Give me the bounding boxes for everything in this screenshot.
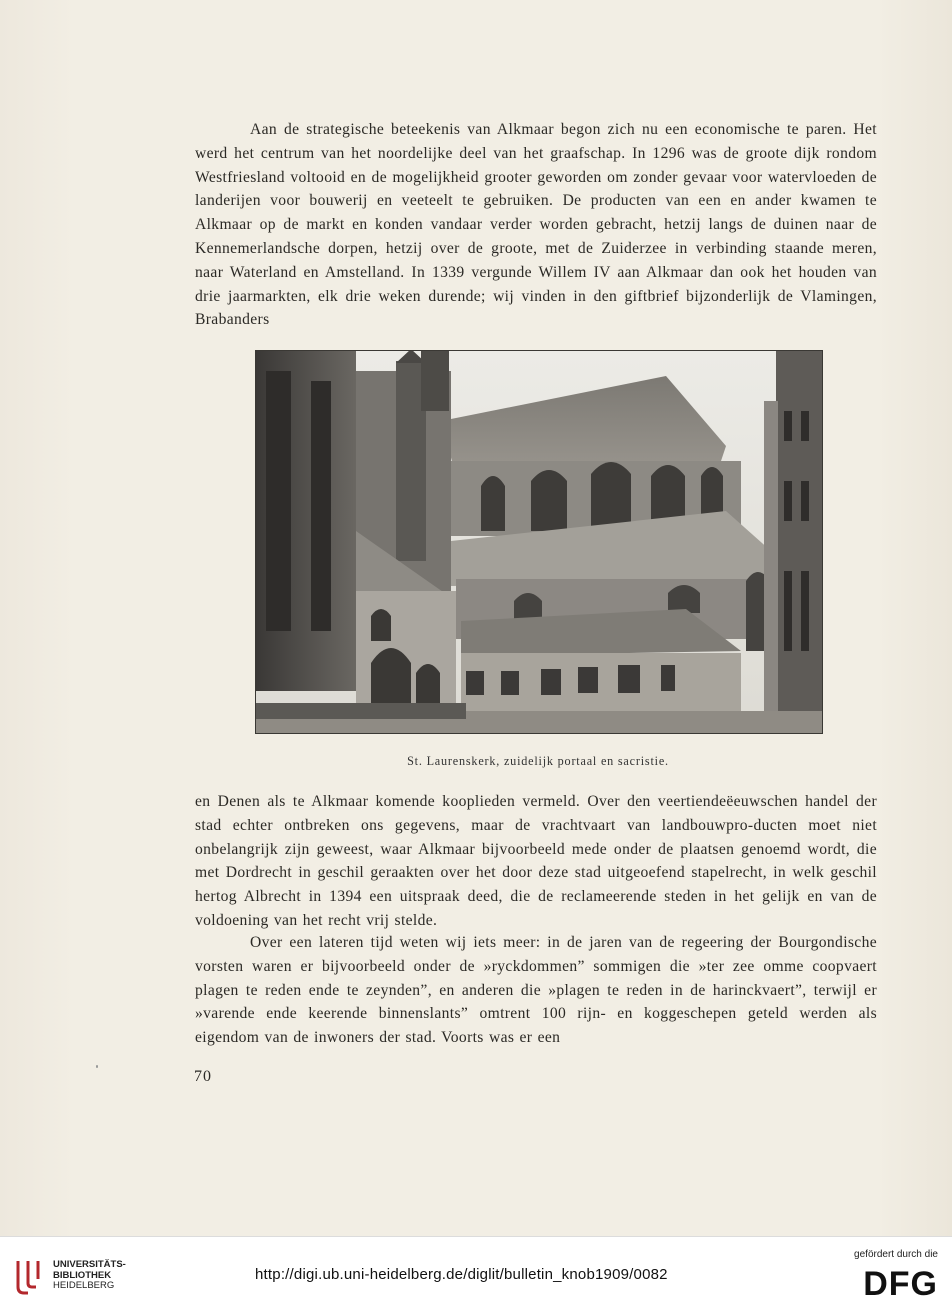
viewer-footer (0, 1236, 952, 1312)
university-library-name (53, 1260, 126, 1292)
photo-caption: St. Laurenskerk, zuidelijk portaal en sacristie. (407, 754, 669, 768)
page-number: 70 (194, 1068, 212, 1085)
paragraph-1: Aan de strategische beteekenis van Alkmaar begon zich nu een economische te paren. Het werd het centrum van het noordelijke deel van het graafschap. In 1296 was de groote dijk rondom Westfriesland voltooid en de mogelijkheid grooter geworden om zonder gevaar voor watervloeden de landerijen voor bouwerij en veeteelt te gebruiken. De producten van een en ander kwamen te Alkmaar op de markt en konden vandaar verder worden gebracht, hetzij langs de duinen naar de Kennemerlandsche dorpen, hetzij over de groote, met de Zuiderzee in verbinding staande meren, naar Waterland en Amstelland. In 1339 vergunde Willem IV aan Alkmaar dan ook het houden van drie jaarmarkten, elk drie weken durende; wij vinden in den giftbrief bijzonderlijk de Vlamingen, Brabanders (195, 121, 877, 329)
funder-label: gefördert durch die (854, 1249, 938, 1260)
paragraph-2: en Denen als te Alkmaar komende kooplieden vermeld. Over den veertiendeëeuwschen handel der stad echter ontbreken ons gegevens, maar de vrachtvaart van landbouwpro-ducten moet niet onbelangrijk zijn geweest, waar Alkmaar bijvoorbeeld mede onder de plaatsen genoemd wordt, die met Dordrecht in geschil geraakten over het door deze stad uitgeoefend stapelrecht, in welk geschil hertog Albrecht in 1394 een uitspraak deed, die de reclameerende steden in het gelijk en van de voldoening van het recht vrij stelde. (195, 793, 877, 929)
paragraph-3: Over een lateren tijd weten wij iets meer: in de jaren van de regeering der Bourgondische vorsten waren er bijvoorbeeld onder de »ryckdommen” sommigen die »ter zee omme coopvaert plagen te reden ende te zeynden”, en anderen die »plagen te reden in de harinckvaert”, terwijl er »varende ende keerende binnenslants” omtrent 100 rijn- en koggeschepen geteld werden als eigendom van de inwoners der stad. Voorts was er een (195, 934, 877, 1047)
paper-speck (96, 1065, 98, 1068)
university-library-logo-icon (8, 1257, 48, 1297)
library-line-3: HEIDELBERG (53, 1280, 115, 1291)
library-line-1: UNIVERSITÄTS- (53, 1259, 126, 1270)
church-photograph (255, 350, 823, 734)
library-line-2: BIBLIOTHEK (53, 1269, 112, 1281)
dfg-logo: DFG (863, 1265, 938, 1303)
permalink-url[interactable]: http://digi.ub.uni-heidelberg.de/diglit/bulletin_knob1909/0082 (255, 1266, 668, 1283)
